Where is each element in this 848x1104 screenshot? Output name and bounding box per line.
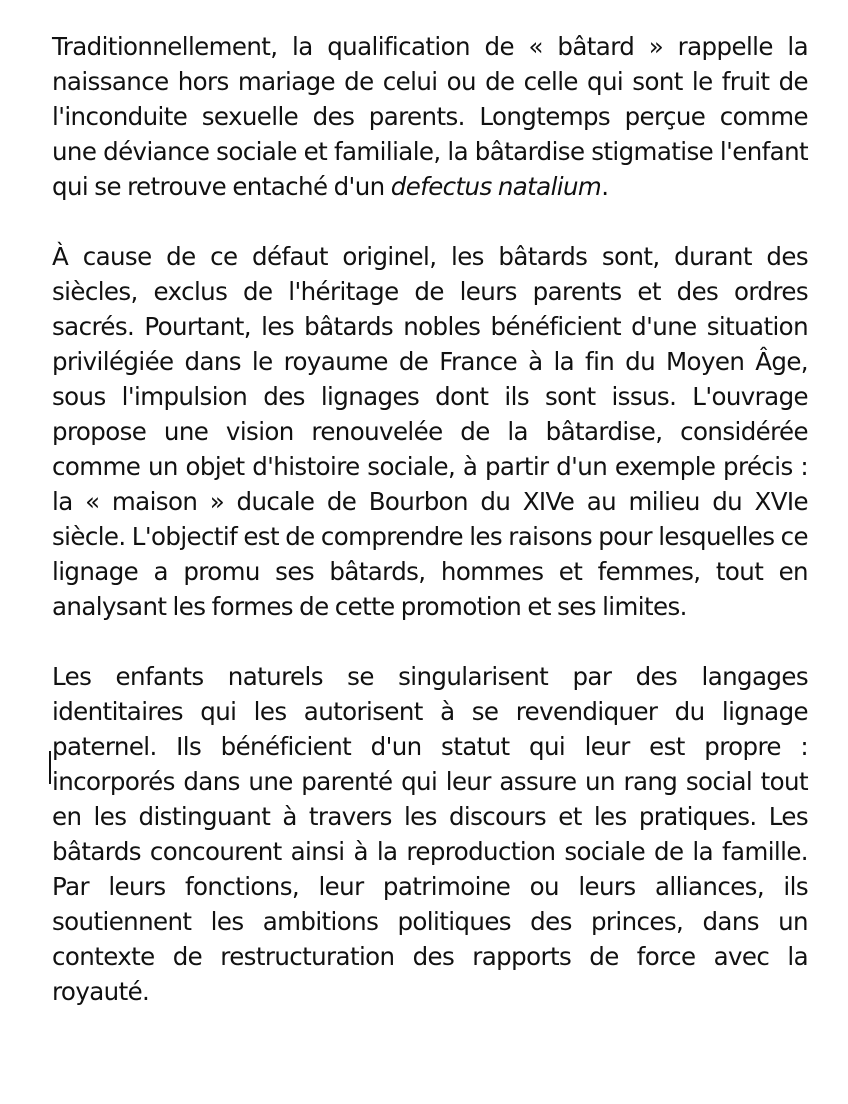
paragraph-1-text: Traditionnellement, la qualification de « bâtard » rappelle la naissance hors mariage de celui ou de celle qui sont le fruit de l'inconduite sexuelle des parents. Longtemps perçue comme une déviance sociale et familiale, la bâtardise stigmatise l'enfant qui se retrouve entaché d'un: [52, 32, 808, 201]
paragraph-1: [52, 29, 808, 204]
text-cursor: [49, 751, 51, 784]
paragraph-1-end: .: [601, 172, 609, 201]
paragraph-2: À cause de ce défaut originel, les bâtards sont, durant des siècles, exclus de l'héritage de leurs parents et des ordres sacrés. Pourtant, les bâtards nobles bénéficient d'une situation privilégiée dans le royaume de France à la fin du Moyen Âge, sous l'impulsion des lignages dont ils sont issus. L'ouvrage propose une vision renouvelée de la bâtardise, considérée comme un objet d'histoire sociale, à partir d'un exemple précis : la « maison » ducale de Bourbon du XIVe au milieu du XVIe siècle. L'objectif est de comprendre les raisons pour lesquelles ce lignage a promu ses bâtards, hommes et femmes, tout en analysant les formes de cette promotion et ses limites.: [52, 242, 808, 621]
paragraph-1-italic-term: defectus natalium: [390, 172, 602, 201]
document-body[interactable]: [52, 29, 808, 1044]
paragraph-3: Les enfants naturels se singularisent par des langages identitaires qui les autorisent à se revendiquer du lignage paternel. Ils bénéficient d'un statut qui leur est propre : incorporés dans une parenté qui leur assure un rang social tout en les distinguant à travers les discours et les pratiques. Les bâtards concourent ainsi à la reproduction sociale de la famille. Par leurs fonctions, leur patrimoine ou leurs alliances, ils soutiennent les ambitions politiques des princes, dans un contexte de restructuration des rapports de force avec la royauté.: [52, 662, 808, 1006]
